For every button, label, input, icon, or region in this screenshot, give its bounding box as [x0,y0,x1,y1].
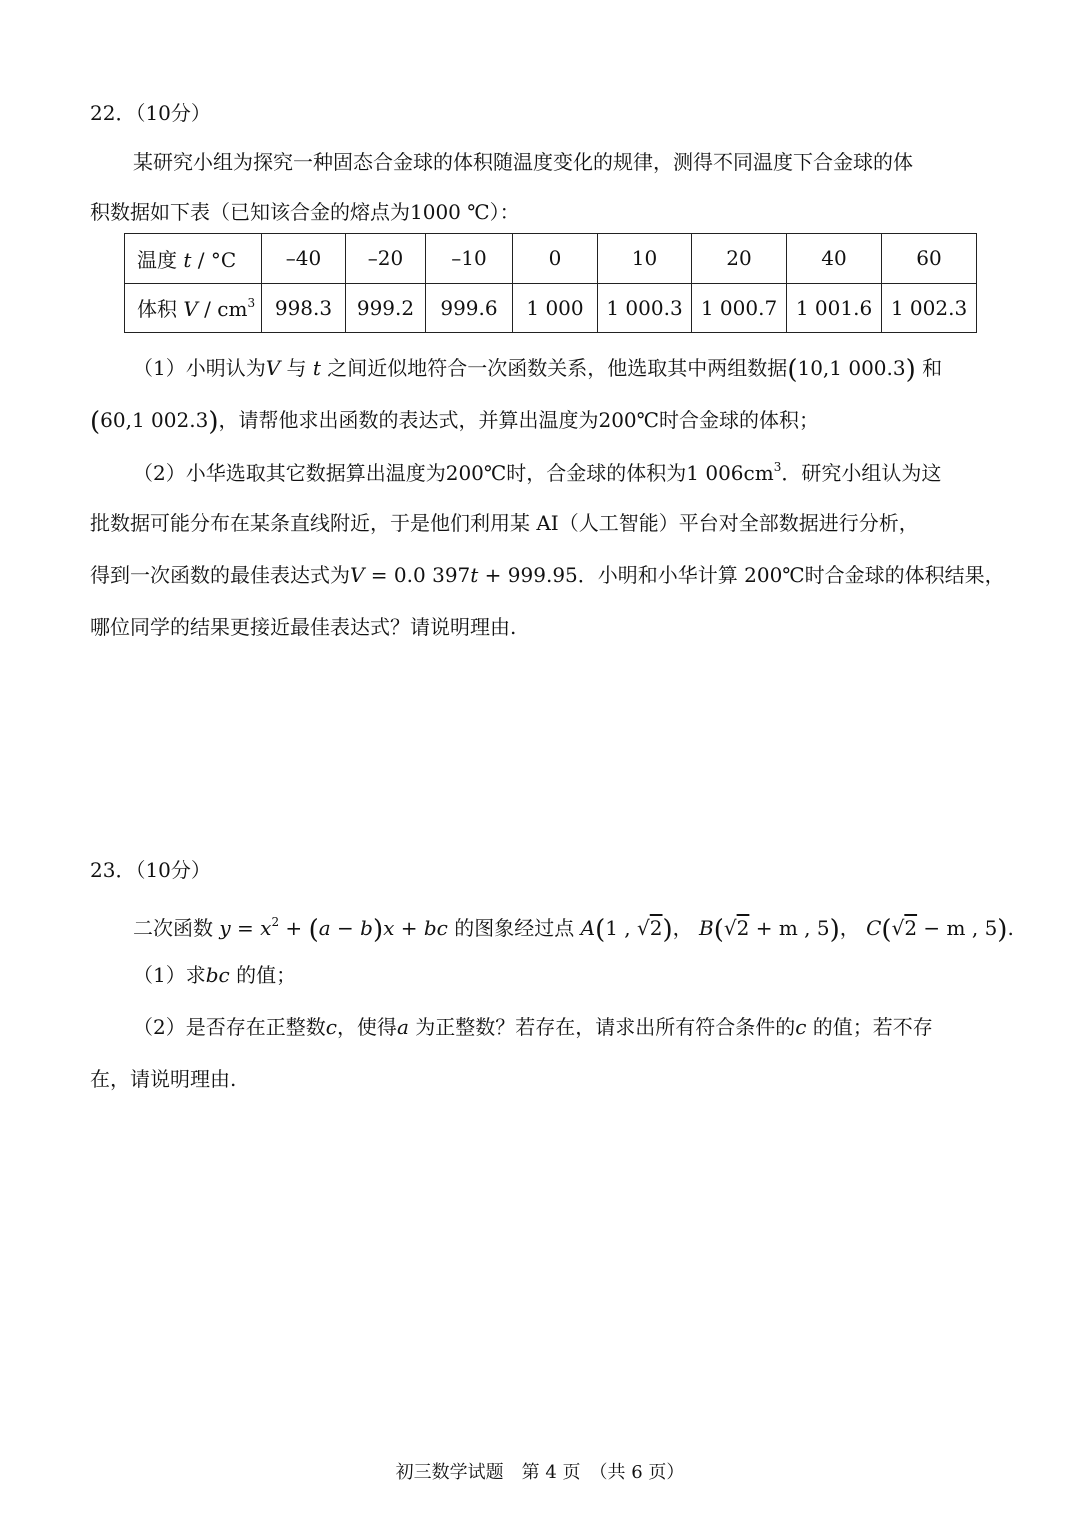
q23-part1: （1）求bc 的值； [133,963,297,987]
table-row-temperature [125,234,977,284]
q22-part2-line3: 得到一次函数的最佳表达式为V = 0.0 397t + 999.95．小明和小华计算 200℃时合金球的体积结果， [90,563,1005,587]
q23-part2-line1: （2）是否存在正整数c，使得a 为正整数？若存在，请求出所有符合条件的c 的值；若不存 [133,1015,933,1039]
q23-intro: 二次函数 $y = x^2 + (a - b)x$ + bc 的图象经过点 A(1 , √2)， B(√2 + m , 5)， C(√2 − m , 5). [133,915,1014,945]
q22-part1-line1: （1）小明认为V 与 t 之间近似地符合一次函数关系，他选取其中两组数据(10,1 000.3) 和 [133,355,943,385]
table-cell: 999.2 [346,283,426,333]
table-cell: –40 [262,234,346,284]
table-cell: 1 001.6 [787,283,882,333]
q22-number: 22．（10分） [90,101,211,125]
table-cell: –20 [346,234,426,284]
table-cell: 1 002.3 [882,283,977,333]
table-row-volume [125,283,977,333]
q22-part2-line4: 哪位同学的结果更接近最佳表达式？请说明理由. [90,615,517,639]
temperature-volume-table [124,233,977,333]
table-cell: 0 [513,234,598,284]
table-cell: 20 [692,234,787,284]
q23-part2-line2: 在，请说明理由. [90,1067,237,1091]
table-cell: 1 000.7 [692,283,787,333]
q22-part1-line2: (60,1 002.3)，请帮他求出函数的表达式，并算出温度为200℃时合金球的体积； [90,407,820,437]
table-cell: 1 000.3 [598,283,692,333]
q22-part2-line2: 批数据可能分布在某条直线附近，于是他们利用某 AI（人工智能）平台对全部数据进行分析， [90,511,919,535]
q23-number: 23．（10分） [90,858,211,882]
table-cell: 999.6 [426,283,513,333]
page-footer: 初三数学试题 第 4 页 （共 6 页） [395,1462,685,1483]
table-cell: 40 [787,234,882,284]
table-header-temperature: 温度 t / °C [125,234,262,284]
table-cell: 1 000 [513,283,598,333]
q22-intro-line1: 某研究小组为探究一种固态合金球的体积随温度变化的规律，测得不同温度下合金球的体 [133,150,913,174]
q22-part2-line1: （2）小华选取其它数据算出温度为200℃时，合金球的体积为1 $006cm^3$．研究小组认为这 [133,460,942,485]
q22-intro-line2: 积数据如下表（已知该合金的熔点为1000 ℃）： [90,200,520,224]
table-cell: 60 [882,234,977,284]
table-cell: 998.3 [262,283,346,333]
quadratic-formula: y [219,916,231,940]
table-cell: –10 [426,234,513,284]
table-cell: 10 [598,234,692,284]
table-header-volume: 体积 V / $cm^3$ [125,283,262,333]
